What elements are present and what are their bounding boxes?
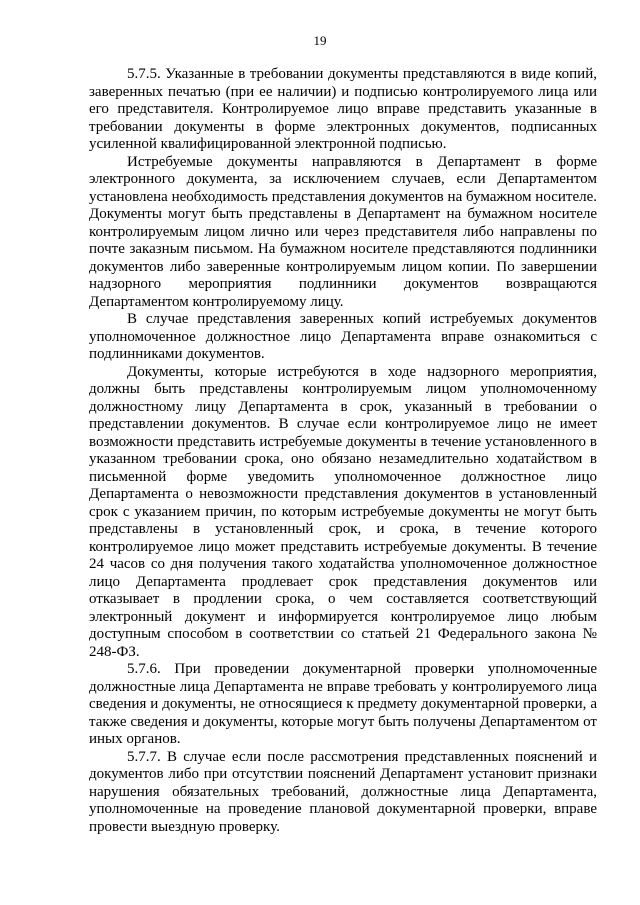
paragraph-requested-documents: Истребуемые документы направляются в Департамент в форме электронного документа, за исключением случаев, если Департаментом установлена необходимость представления документов на бумажном носителе. Документы могут быть представлены в Департамент на бумажном носителе контролируемым лицом лично или через представителя либо направлены по почте заказным письмом. На бумажном носителе представляются подлинники документов либо заверенные контролируемым лицом копии. По завершении надзорного мероприятия подлинники документов возвращаются Департаментом контролируемому лицу.	[89, 153, 597, 310]
paragraph-5-7-7: 5.7.7. В случае если после рассмотрения представленных пояснений и документов либо при отсутствии пояснений Департамент установит признаки нарушения обязательных требований, должностные лица Департамента, уполномоченные на проведение плановой документарной проверки, вправе провести выездную проверку.	[89, 748, 597, 835]
document-body	[89, 66, 597, 836]
paragraph-5-7-5: 5.7.5. Указанные в требовании документы представляются в виде копий, заверенных печатью (при ее наличии) и подписью контролируемого лица или его представителя. Контролируемое лицо вправе представить указанные в требовании документы в форме электронных документов, подписанных усиленной квалифицированной электронной подписью.	[89, 66, 597, 152]
paragraph-certified-copies: В случае представления заверенных копий истребуемых документов уполномоченное должностное лицо Департамента вправе ознакомиться с подлинниками документов.	[89, 311, 597, 362]
paragraph-5-7-6: 5.7.6. При проведении документарной проверки уполномоченные должностные лица Департамента не вправе требовать у контролируемого лица сведения и документы, не относящиеся к предмету документарной проверки, а также сведения и документы, которые могут быть получены Департаментом от иных органов.	[89, 661, 597, 747]
page-number: 19	[313, 33, 327, 48]
paragraph-submission-deadline: Документы, которые истребуются в ходе надзорного мероприятия, должны быть представлены контролируемым лицом уполномоченному должностному лицу Департамента в срок, указанный в требовании о представлении документов. В случае если контролируемое лицо не имеет возможности представить истребуемые документы в течение установленного в указанном требовании срока, оно обязано незамедлительно ходатайством в письменной форме уведомить уполномоченное должностное лицо Департамента о невозможности представления документов в установленный срок с указанием причин, по которым истребуемые документы не могут быть представлены в установленный срок, и срока, в течение которого контролируемое лицо может представить истребуемые документы. В течение 24 часов со дня получения такого ходатайства уполномоченное должностное лицо Департамента продлевает срок представления документов или отказывает в продлении срока, о чем составляется соответствующий электронный документ и информируется контролируемое лицо любым доступным способом в соответствии со статьей 21 Федерального закона № 248-ФЗ.	[89, 363, 597, 660]
